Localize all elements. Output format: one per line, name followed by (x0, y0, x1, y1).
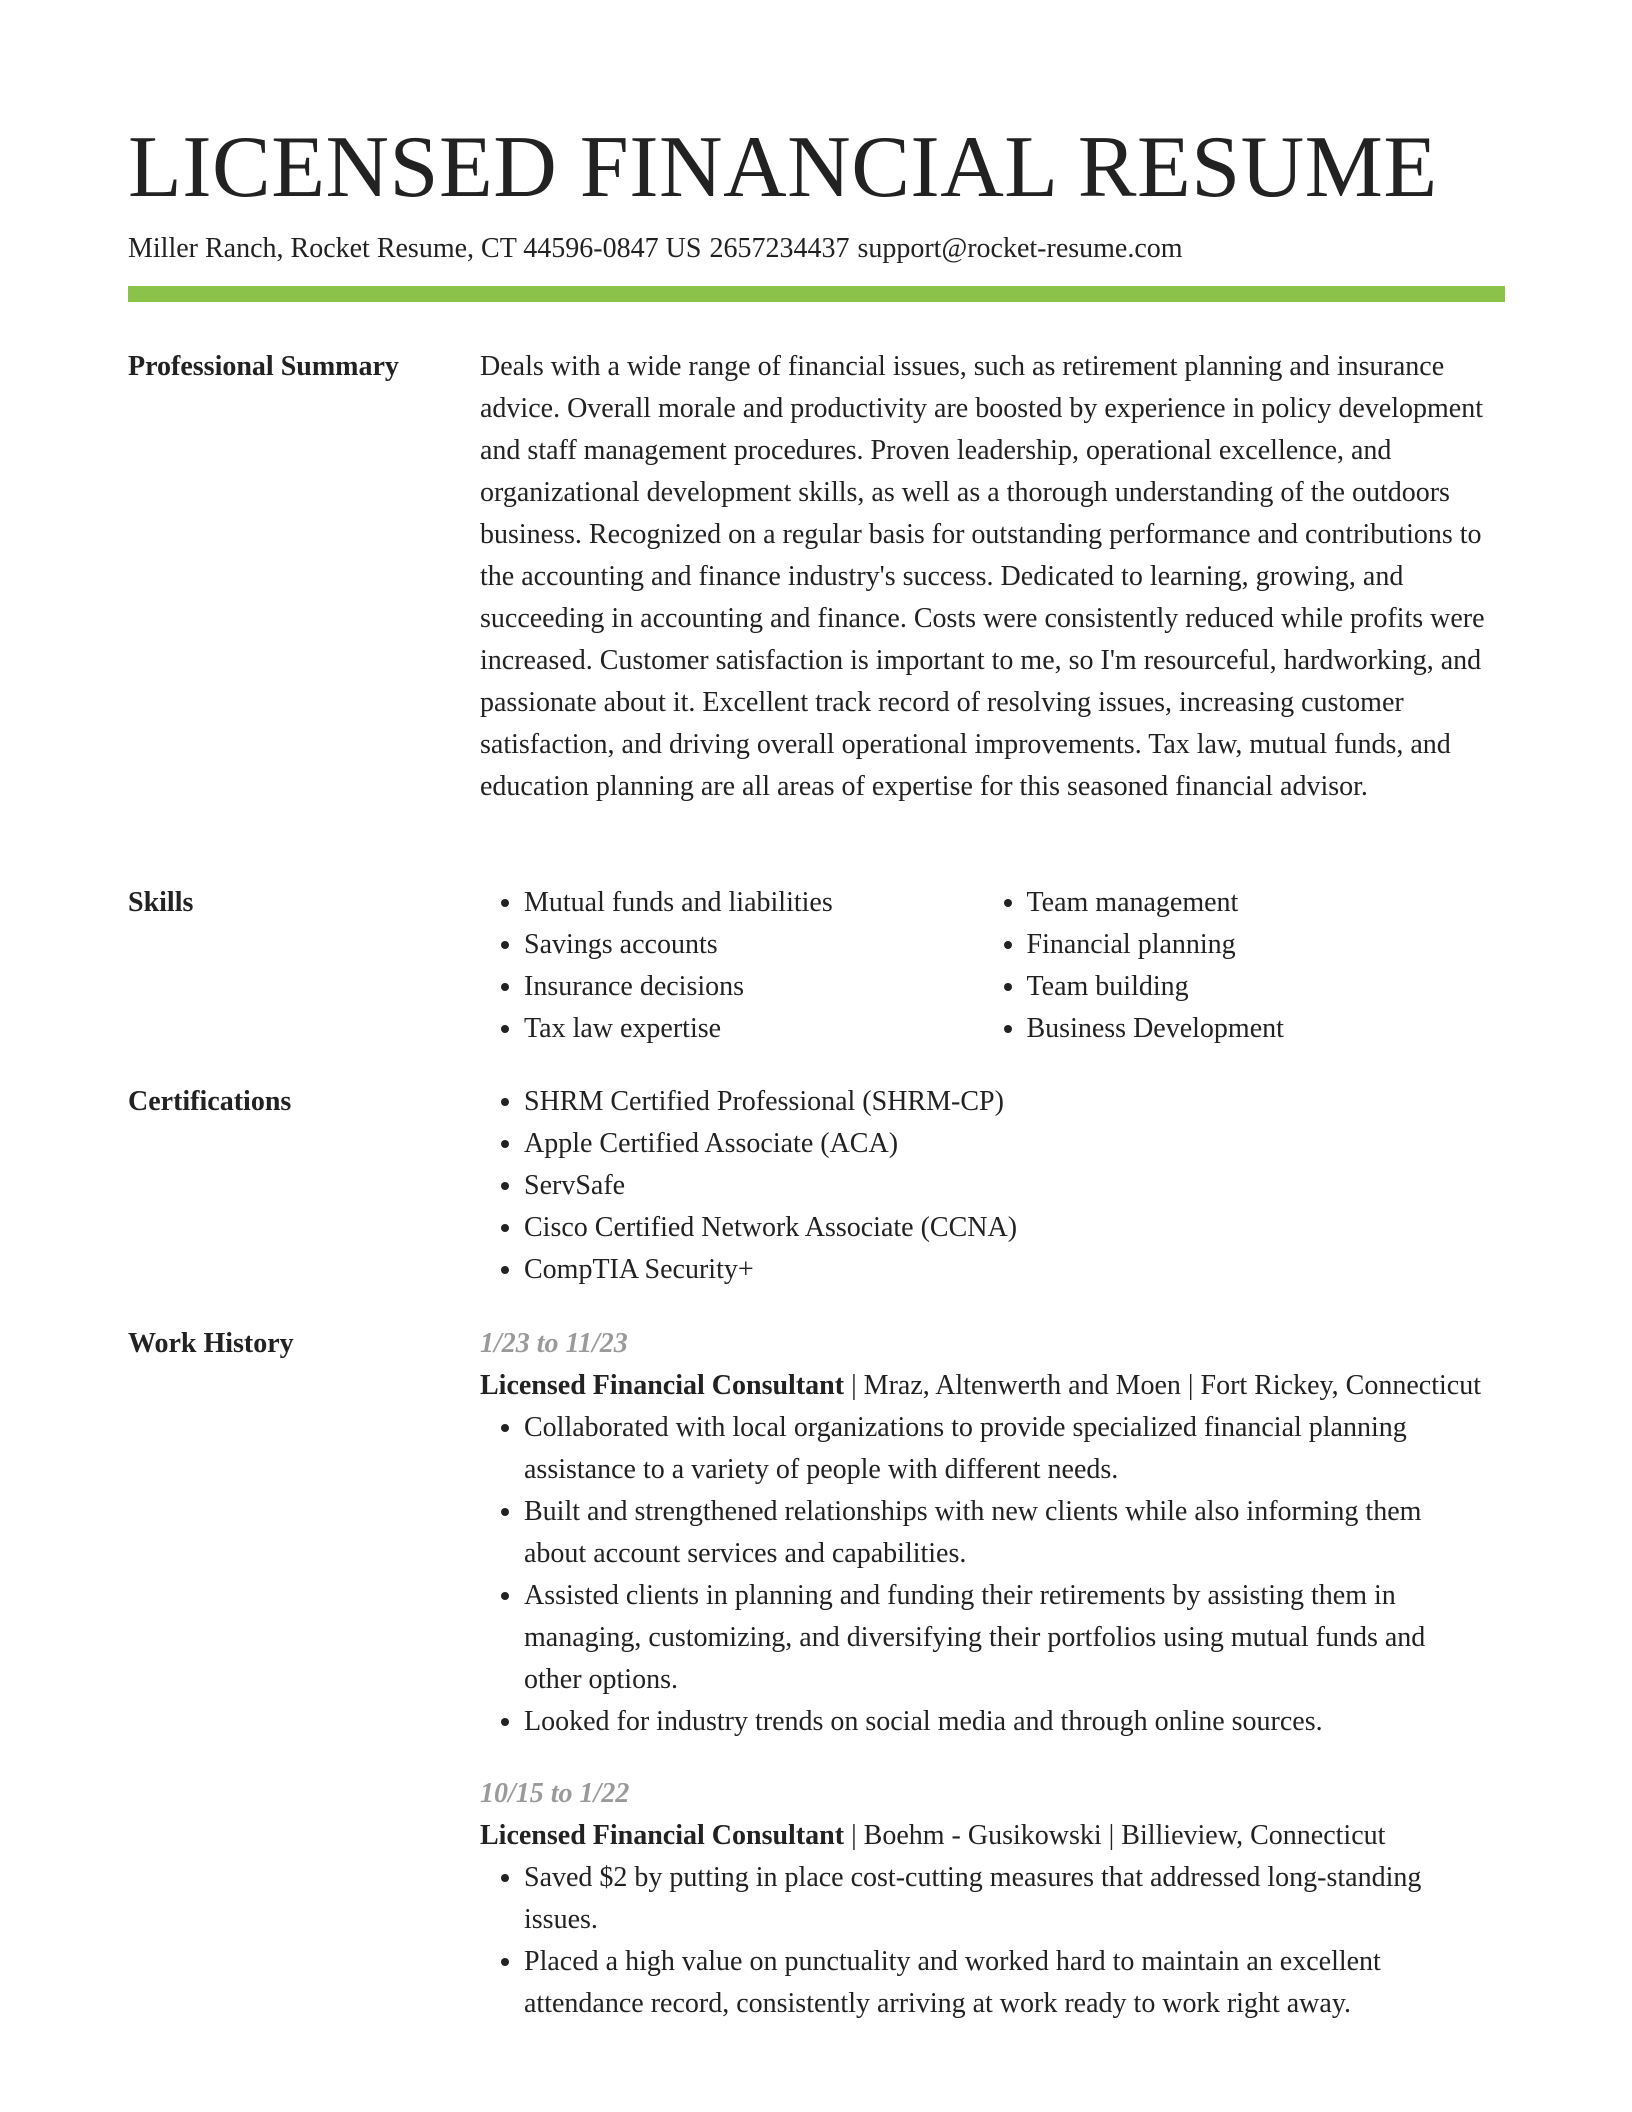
contact-email[interactable]: support@rocket-resume.com (857, 233, 1183, 264)
contact-address: Miller Ranch, Rocket Resume, CT 44596-0847 US (128, 233, 702, 264)
job-point: • Collaborated with local organizations to provide specialized financial planning assistance to a variety of people with different needs. (524, 1407, 1485, 1491)
contact-phone: 2657234437 (709, 233, 850, 264)
skills-body (480, 882, 1485, 1050)
contact-line (128, 229, 1191, 269)
work-history-body (480, 1323, 1485, 2025)
job-employer-location: | Mraz, Altenwerth and Moen | Fort Rickey, Connecticut (844, 1370, 1481, 1401)
job-point: • Built and strengthened relationships with new clients while also informing them about account services and capabilities. (524, 1491, 1485, 1575)
summary-body (480, 346, 1485, 808)
job-title: Licensed Financial Consultant (480, 1370, 845, 1401)
work-history-heading: Work History (128, 1328, 294, 1359)
job-dates: 1/23 to 11/23 (480, 1328, 628, 1359)
skills-list-left (480, 882, 983, 1050)
job-employer-location: | Boehm - Gusikowski | Billieview, Connecticut (844, 1820, 1386, 1851)
job-points (480, 1857, 1485, 2025)
job-point: • Assisted clients in planning and funding their retirements by assisting them in managing, customizing, and diversifying their portfolios using mutual funds and other options. (524, 1575, 1485, 1701)
job-entry (480, 1323, 1485, 1743)
header-divider (128, 286, 1505, 302)
job-heading (480, 1365, 1485, 1407)
certification-item: • SHRM Certified Professional (SHRM-CP) (524, 1081, 1485, 1123)
skill-item: • Financial planning (1027, 924, 1486, 966)
skill-item: • Insurance decisions (524, 966, 983, 1008)
skills-list-right (983, 882, 1486, 1050)
job-points (480, 1407, 1485, 1743)
certification-item: • CompTIA Security+ (524, 1249, 1485, 1291)
certification-item: • Cisco Certified Network Associate (CCNA) (524, 1207, 1485, 1249)
job-title: Licensed Financial Consultant (480, 1820, 845, 1851)
certifications-heading: Certifications (128, 1086, 292, 1117)
certification-item: • Apple Certified Associate (ACA) (524, 1123, 1485, 1165)
skill-item: • Team building (1027, 966, 1486, 1008)
summary-text: Deals with a wide range of financial issues, such as retirement planning and insurance advice. Overall morale and productivity are boosted by experience in policy development and staff management procedures. Proven leadership, operational excellence, and organizational development skills, as well as a thorough understanding of the outdoors business. Recognized on a regular basis for outstanding performance and contributions to the accounting and finance industry's success. Dedicated to learning, growing, and succeeding in accounting and finance. Costs were consistently reduced while profits were increased. Customer satisfaction is important to me, so I'm resourceful, hardworking, and passionate about it. Excellent track record of resolving issues, increasing customer satisfaction, and driving overall operational improvements. Tax law, mutual funds, and education planning are all areas of expertise for this seasoned financial advisor. (480, 351, 1485, 802)
skill-item: • Savings accounts (524, 924, 983, 966)
skill-item: • Tax law expertise (524, 1008, 983, 1050)
certifications-list (480, 1081, 1485, 1291)
job-entry (480, 1773, 1485, 2025)
skills-heading: Skills (128, 887, 194, 918)
skill-item: • Team management (1027, 882, 1486, 924)
resume-title: LICENSED FINANCIAL RESUME (128, 119, 1438, 216)
job-point: • Looked for industry trends on social media and through online sources. (524, 1701, 1485, 1743)
skill-item: • Business Development (1027, 1008, 1486, 1050)
job-point: • Saved $2 by putting in place cost-cutting measures that addressed long-standing issues. (524, 1857, 1485, 1941)
job-point: • Placed a high value on punctuality and worked hard to maintain an excellent attendance record, consistently arriving at work ready to work right away. (524, 1941, 1485, 2025)
certifications-body (480, 1081, 1485, 1291)
job-dates: 10/15 to 1/22 (480, 1778, 630, 1809)
summary-heading: Professional Summary (128, 351, 399, 382)
job-heading (480, 1815, 1485, 1857)
skill-item: • Mutual funds and liabilities (524, 882, 983, 924)
certification-item: • ServSafe (524, 1165, 1485, 1207)
